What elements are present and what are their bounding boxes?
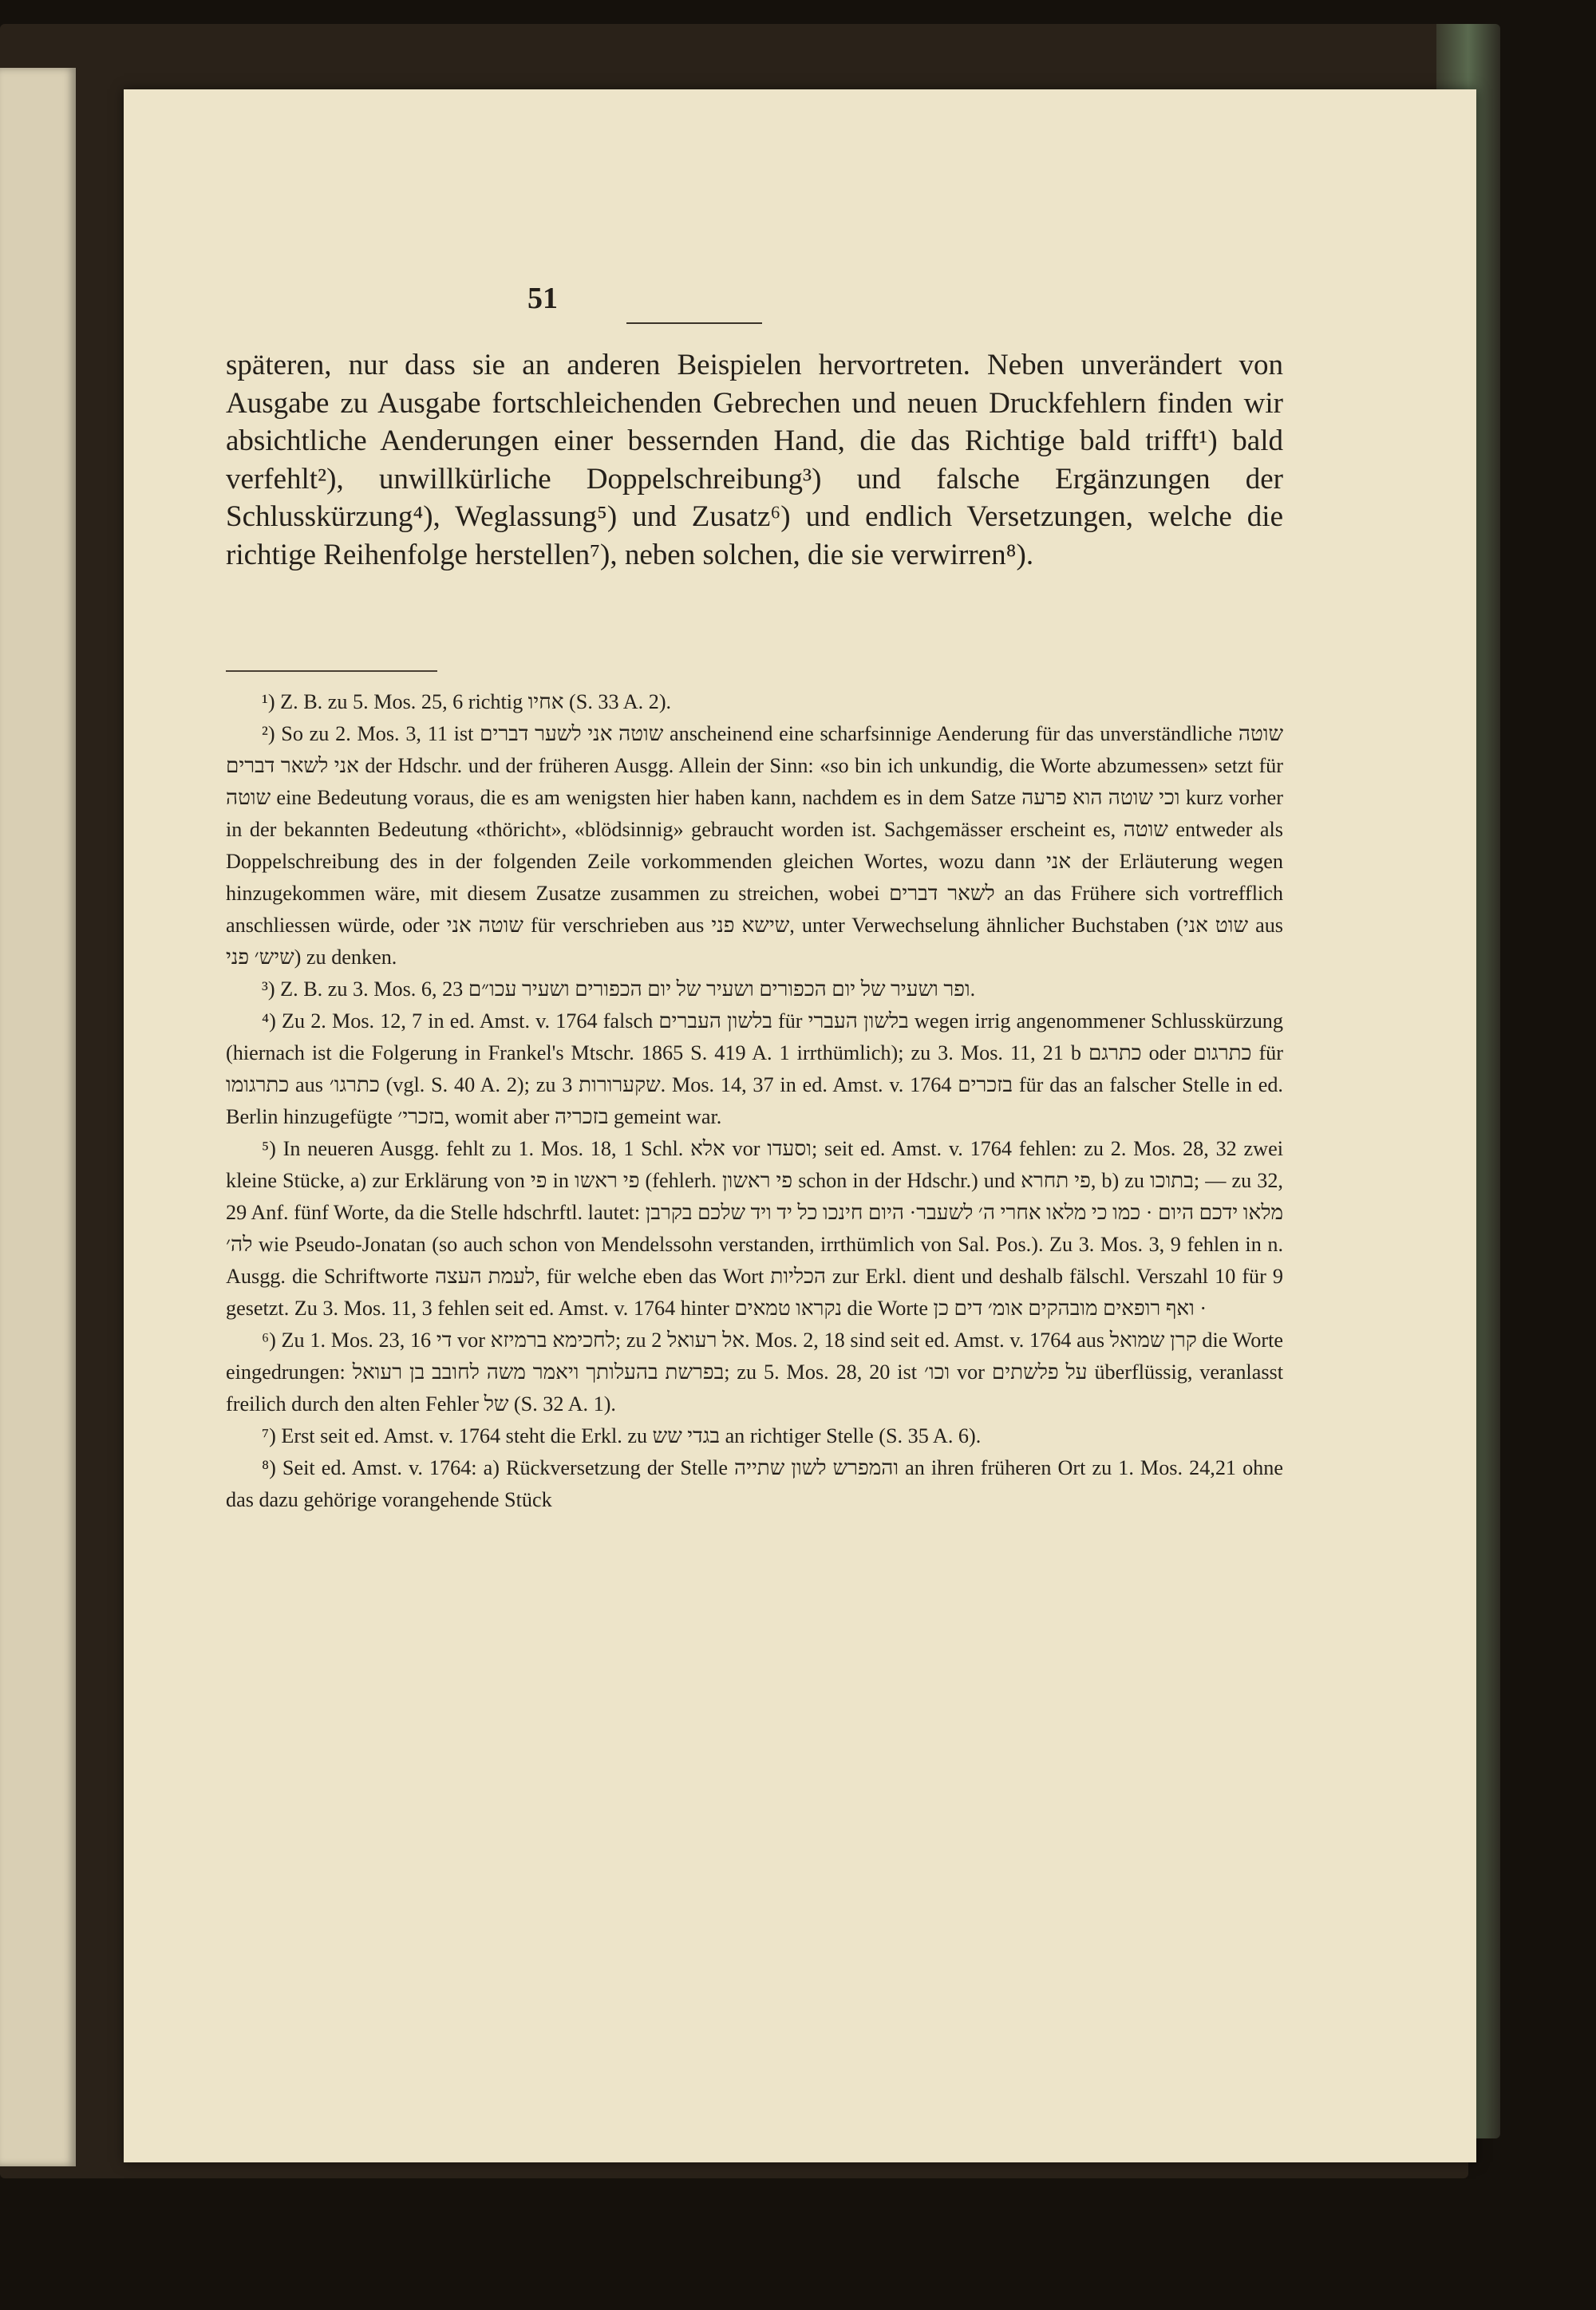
footnote-8: ⁸) Seit ed. Amst. v. 1764: a) Rückversetzung der Stelle והמפרש לשון שתייה an ihren früheren Ort zu 1. Mos. 24,21 ohne das dazu gehörige vorangehende Stück	[226, 1456, 1283, 1511]
footnotes	[226, 686, 1283, 1516]
footnote-6: ⁶) Zu 1. Mos. 23, 16 די vor לחכימא ברמיזא; zu אל רעואל 2. Mos. 2, 18 sind seit ed. Amst. v. 1764 aus קרן שמואל die Worte eingedrungen: בפרשת בהעלותך ויאמר משה לחובב בן רעואל; zu 5. Mos. 28, 20 ist וכו׳ vor על פלשתים überflüssig, veranlasst freilich durch den alten Fehler של (S. 32 A. 1).	[226, 1329, 1283, 1416]
footnote-7: ⁷) Erst seit ed. Amst. v. 1764 steht die Erkl. zu בגדי שש an richtiger Stelle (S. 35 A. 6).	[262, 1424, 982, 1447]
book-page	[124, 89, 1476, 2162]
page-number: 51	[527, 282, 558, 315]
page-number-container	[124, 281, 962, 316]
main-text: späteren, nur dass sie an anderen Beispielen hervortreten. Neben unverändert von Ausgabe zu Ausgabe fortschleichenden Gebrechen und neuen Druckfehlern finden wir absichtliche Aenderungen einer bessernden Hand, die das Richtige bald trifft¹) bald verfehlt²), unwillkürliche Doppelschreibung³) und falsche Ergänzungen der Schlusskürzung⁴), Weglassung⁵) und Zusatz⁶) und endlich Versetzungen, welche die richtige Reihenfolge herstellen⁷), neben solchen, die sie verwirren⁸).	[226, 349, 1283, 571]
previous-page-edge	[0, 68, 76, 2166]
footnote-3: ³) Z. B. zu 3. Mos. 6, 23 ופר ושעיר של יום הכפורים ושעיר של יום הכפורים ושעיר עכו״ם.	[262, 977, 976, 1001]
footnote-divider	[226, 670, 437, 672]
page-number-rule	[626, 322, 762, 324]
footnote-2: ²) So zu 2. Mos. 3, 11 ist שוטה אני לשער דברים anscheinend eine scharfsinnige Aenderung für das unverständliche שוטה אני לשאר דברים der Hdschr. und der früheren Ausgg. Allein der Sinn: «so bin ich unkundig, die Worte abzumessen» setzt für שוטה eine Bedeutung voraus, die es am wenigsten hier haben kann, nachdem es in dem Satze וכי שוטה הוא פרעה kurz vorher in der bekannten Bedeutung «thöricht», «blödsinnig» gebraucht worden ist. Sachgemässer erscheint es, שוטה entweder als Doppelschreibung des in der folgenden Zeile vorkommenden gleichen Wortes, wozu dann אני der Erläuterung wegen hinzugekommen wäre, mit diesem Zusatze zusammen zu streichen, wobei לשאר דברים an das Frühere sich vortrefflich anschliessen würde, oder שוטה אני für verschrieben aus שישא פני, unter Verwechselung ähnlicher Buchstaben (שוט אני aus שיש׳ פני) zu denken.	[226, 722, 1283, 969]
footnote-1: ¹) Z. B. zu 5. Mos. 25, 6 richtig אחיו (S. 33 A. 2).	[262, 690, 672, 713]
main-paragraph	[226, 346, 1283, 574]
footnote-5: ⁵) In neueren Ausgg. fehlt zu 1. Mos. 18, 1 Schl. אלא vor וסעדו; seit ed. Amst. v. 1764 fehlen: zu 2. Mos. 28, 32 zwei kleine Stücke, a) zur Erklärung von פי in פי ראשו (fehlerh. פי ראשון schon in der Hdschr.) und פי תחרא, b) zu בתוכו; — zu 32, 29 Anf. fünf Worte, da die Stelle hdschrftl. lautet: מלאו ידכם היום · כמו כי מלאו אחרי ה׳ לשעבר· היום חינכו כל יד ויד שלכם בקרבן לה׳ wie Pseudo-Jonatan (so auch schon von Mendelssohn verstanden, irrthümlich von Sal. Pos.). Zu 3. Mos. 3, 9 fehlen in n. Ausgg. die Schriftworte לעמת העצה, für welche eben das Wort הכליות zur Erkl. dient und deshalb fälschl. Verszahl 10 für 9 gesetzt. Zu 3. Mos. 11, 3 fehlen seit ed. Amst. v. 1764 hinter נקראו טמאים die Worte ואף רופאים מובהקים אומ׳ דים כן ·	[226, 1137, 1284, 1320]
footnote-4: ⁴) Zu 2. Mos. 12, 7 in ed. Amst. v. 1764 falsch בלשון העברים für בלשון העברי wegen irrig angenommener Schlusskürzung (hiernach ist die Folgerung in Frankel's Mtschr. 1865 S. 419 A. 1 irrthümlich); zu 3. Mos. 11, 21 b כתרגם oder כתרגום für כתרגומו aus כתרגו׳ (vgl. S. 40 A. 2); zu שקערורות 3. Mos. 14, 37 in ed. Amst. v. 1764 בזכרים für das an falscher Stelle in ed. Berlin hinzugefügte בזכרי׳, womit aber בזכריה gemeint war.	[226, 1009, 1283, 1128]
